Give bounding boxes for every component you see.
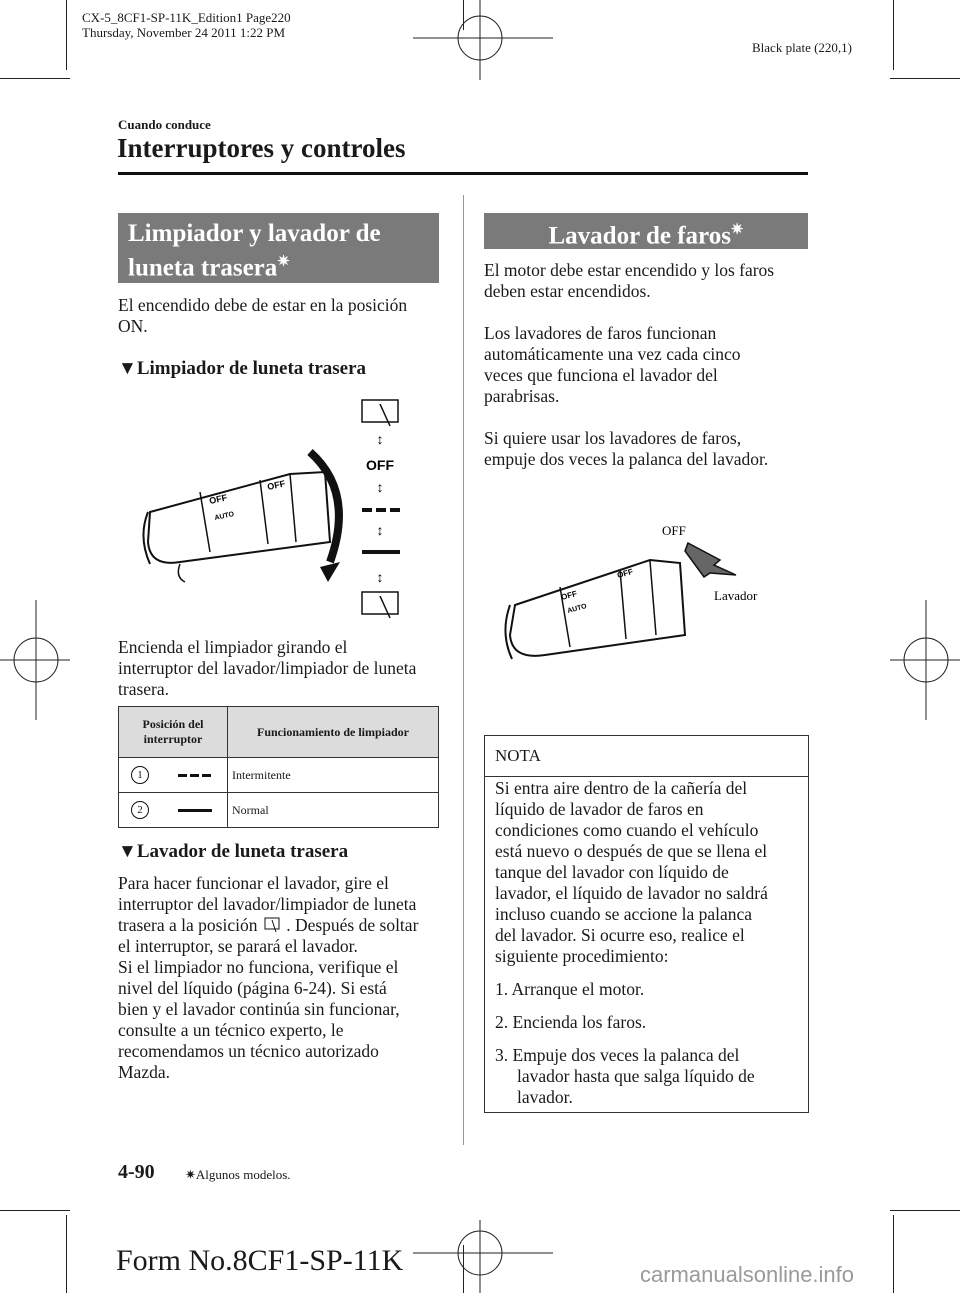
intro-text <box>118 295 407 337</box>
after-line3: trasera. <box>118 679 170 699</box>
svg-text:AUTO: AUTO <box>213 511 235 522</box>
triangle-bullet-icon: ▼ <box>118 841 137 862</box>
step-1 <box>495 979 768 1000</box>
hl-line3: Los lavadores de faros funcionan <box>484 323 717 343</box>
washer-line5: Si el limpiador no funciona, verifique el <box>118 957 399 977</box>
table-row <box>119 758 439 793</box>
registration-mark-top <box>413 0 553 80</box>
hl-line7: Si quiere usar los lavadores de faros, <box>484 428 742 448</box>
headlight-washer-lever-figure <box>500 515 800 675</box>
star-mark: ✷ <box>277 254 290 270</box>
washer-line8: consulte a un técnico experto, le <box>118 1020 344 1040</box>
table-header-function: Funcionamiento de limpiador <box>228 707 439 758</box>
circled-number: 1 <box>131 766 149 784</box>
note-title: NOTA <box>495 746 541 765</box>
star-mark: ✷ <box>730 222 744 238</box>
step-3-cont: lavador hasta que salga líquido de <box>517 1066 755 1086</box>
note-line2: líquido de lavador de faros en <box>495 799 704 819</box>
svg-text:OFF: OFF <box>208 492 229 506</box>
intro-line1: El encendido debe de estar en la posición <box>118 295 408 315</box>
washer-line4: el interruptor, se parará el lavador. <box>118 936 358 956</box>
page-title: Interruptores y controles <box>117 133 406 163</box>
hl-line1: El motor debe estar encendido y los faros <box>484 260 775 280</box>
row-label: Intermitente <box>228 758 439 793</box>
note-divider <box>485 776 808 777</box>
section-banner-rear-wiper <box>118 213 439 283</box>
note-line5: tanque del lavador con líquido de <box>495 862 729 882</box>
svg-text:AUTO: AUTO <box>566 603 588 615</box>
svg-text:OFF: OFF <box>266 478 287 492</box>
note-line8: del lavador. Si ocurre eso, realice el <box>495 925 745 945</box>
page-number: 4-90 <box>118 1161 155 1183</box>
after-line2: interruptor del lavador/limpiador de luneta <box>118 658 417 678</box>
section-small: Cuando conduce <box>118 117 211 132</box>
svg-text:↕: ↕ <box>376 571 384 586</box>
washer-line3 <box>118 915 418 936</box>
section-banner-headlight-washer <box>484 213 808 249</box>
registration-mark-left <box>0 600 70 720</box>
step-number: 1. <box>495 979 509 999</box>
subheading-text: Lavador de luneta trasera <box>136 841 349 862</box>
step-number: 3. <box>495 1045 509 1065</box>
rear-washer-text <box>118 873 418 1083</box>
registration-mark-bottom <box>413 1220 553 1293</box>
hl-line2: deben estar encendidos. <box>484 281 651 301</box>
washer-line3a: trasera a la posición <box>118 915 258 935</box>
washer-line6: nivel del líquido (página 6-24). Si está <box>118 978 387 998</box>
hl-line5: veces que funciona el lavador del <box>484 365 718 385</box>
table-header-position <box>119 707 228 758</box>
table-row <box>119 793 439 828</box>
note-body <box>495 778 768 1108</box>
svg-text:↕: ↕ <box>376 433 384 448</box>
washer-line2: interruptor del lavador/limpiador de luneta <box>118 894 417 914</box>
normal-line-icon <box>178 809 212 812</box>
step-number: 2. <box>495 1012 509 1032</box>
subheading-rear-washer <box>118 841 348 863</box>
plate-label: Black plate (220,1) <box>752 40 852 55</box>
off-position-label: OFF <box>366 457 394 473</box>
step-text: Encienda los faros. <box>512 1012 647 1032</box>
note-line9: siguiente procedimiento: <box>495 946 669 966</box>
washer-line3b: . Después de soltar <box>286 915 419 935</box>
hl-line8: empuje dos veces la palanca del lavador. <box>484 449 769 469</box>
washer-line7: bien y el lavador continúa sin funcionar, <box>118 999 400 1019</box>
circled-number: 2 <box>131 801 149 819</box>
off-label: OFF <box>662 523 686 538</box>
after-figure-text <box>118 637 416 700</box>
note-line3: condiciones como cuando el vehículo <box>495 820 759 840</box>
note-line6: lavador, el líquido de lavador no saldrá <box>495 883 768 903</box>
headlight-text <box>484 260 774 470</box>
header-rule <box>118 172 808 175</box>
registration-mark-right <box>890 600 960 720</box>
banner-text: Lavador de faros <box>548 222 731 250</box>
rear-wiper-lever-figure <box>140 392 440 632</box>
note-line1: Si entra aire dentro de la cañería del <box>495 778 748 798</box>
note-box <box>484 735 809 1113</box>
washer-line10: Mazda. <box>118 1062 170 1082</box>
step-text: Arranque el motor. <box>511 979 645 999</box>
switch-position-table <box>118 706 439 828</box>
header-position-line2: interruptor <box>143 732 203 746</box>
step-2 <box>495 1012 768 1033</box>
triangle-bullet-icon: ▼ <box>118 358 137 379</box>
lavador-label: Lavador <box>714 588 758 603</box>
hl-line4: automáticamente una vez cada cinco <box>484 344 741 364</box>
watermark: carmanualsonline.info <box>640 1262 855 1287</box>
step-3-end: lavador. <box>517 1087 573 1107</box>
intermittent-dash-icon <box>178 774 212 777</box>
print-meta-line2: Thursday, November 24 2011 1:22 PM <box>82 25 286 40</box>
form-number: Form No.8CF1-SP-11K <box>116 1244 404 1277</box>
header-position-line1: Posición del <box>142 717 204 731</box>
subheading-text: Limpiador de luneta trasera <box>136 358 367 379</box>
svg-text:↕: ↕ <box>376 524 384 539</box>
subheading-rear-wiper <box>118 358 366 380</box>
step-3 <box>495 1045 768 1066</box>
footnote <box>185 1167 291 1183</box>
hl-line6: parabrisas. <box>484 386 560 406</box>
washer-line9: recomendamos un técnico autorizado <box>118 1041 379 1061</box>
note-line4: está nuevo o después de que se llena el <box>495 841 768 861</box>
banner-line1: Limpiador y lavador de <box>128 220 381 247</box>
svg-text:OFF: OFF <box>616 567 634 580</box>
intro-line2: ON. <box>118 316 148 336</box>
svg-text:OFF: OFF <box>560 589 578 602</box>
washer-line1: Para hacer funcionar el lavador, gire el <box>118 873 389 893</box>
star-mark: ✷ <box>185 1167 196 1182</box>
row-label: Normal <box>228 793 439 828</box>
washer-symbol-icon <box>262 916 282 934</box>
footnote-text: Algunos modelos. <box>195 1167 291 1182</box>
print-meta-line1: CX-5_8CF1-SP-11K_Edition1 Page220 <box>82 10 291 25</box>
svg-text:↕: ↕ <box>376 481 384 496</box>
step-text: Empuje dos veces la palanca del <box>512 1045 740 1065</box>
banner-line2: luneta trasera <box>128 254 278 282</box>
after-line1: Encienda el limpiador girando el <box>118 637 348 657</box>
note-line7: incluso cuando se accione la palanca <box>495 904 753 924</box>
